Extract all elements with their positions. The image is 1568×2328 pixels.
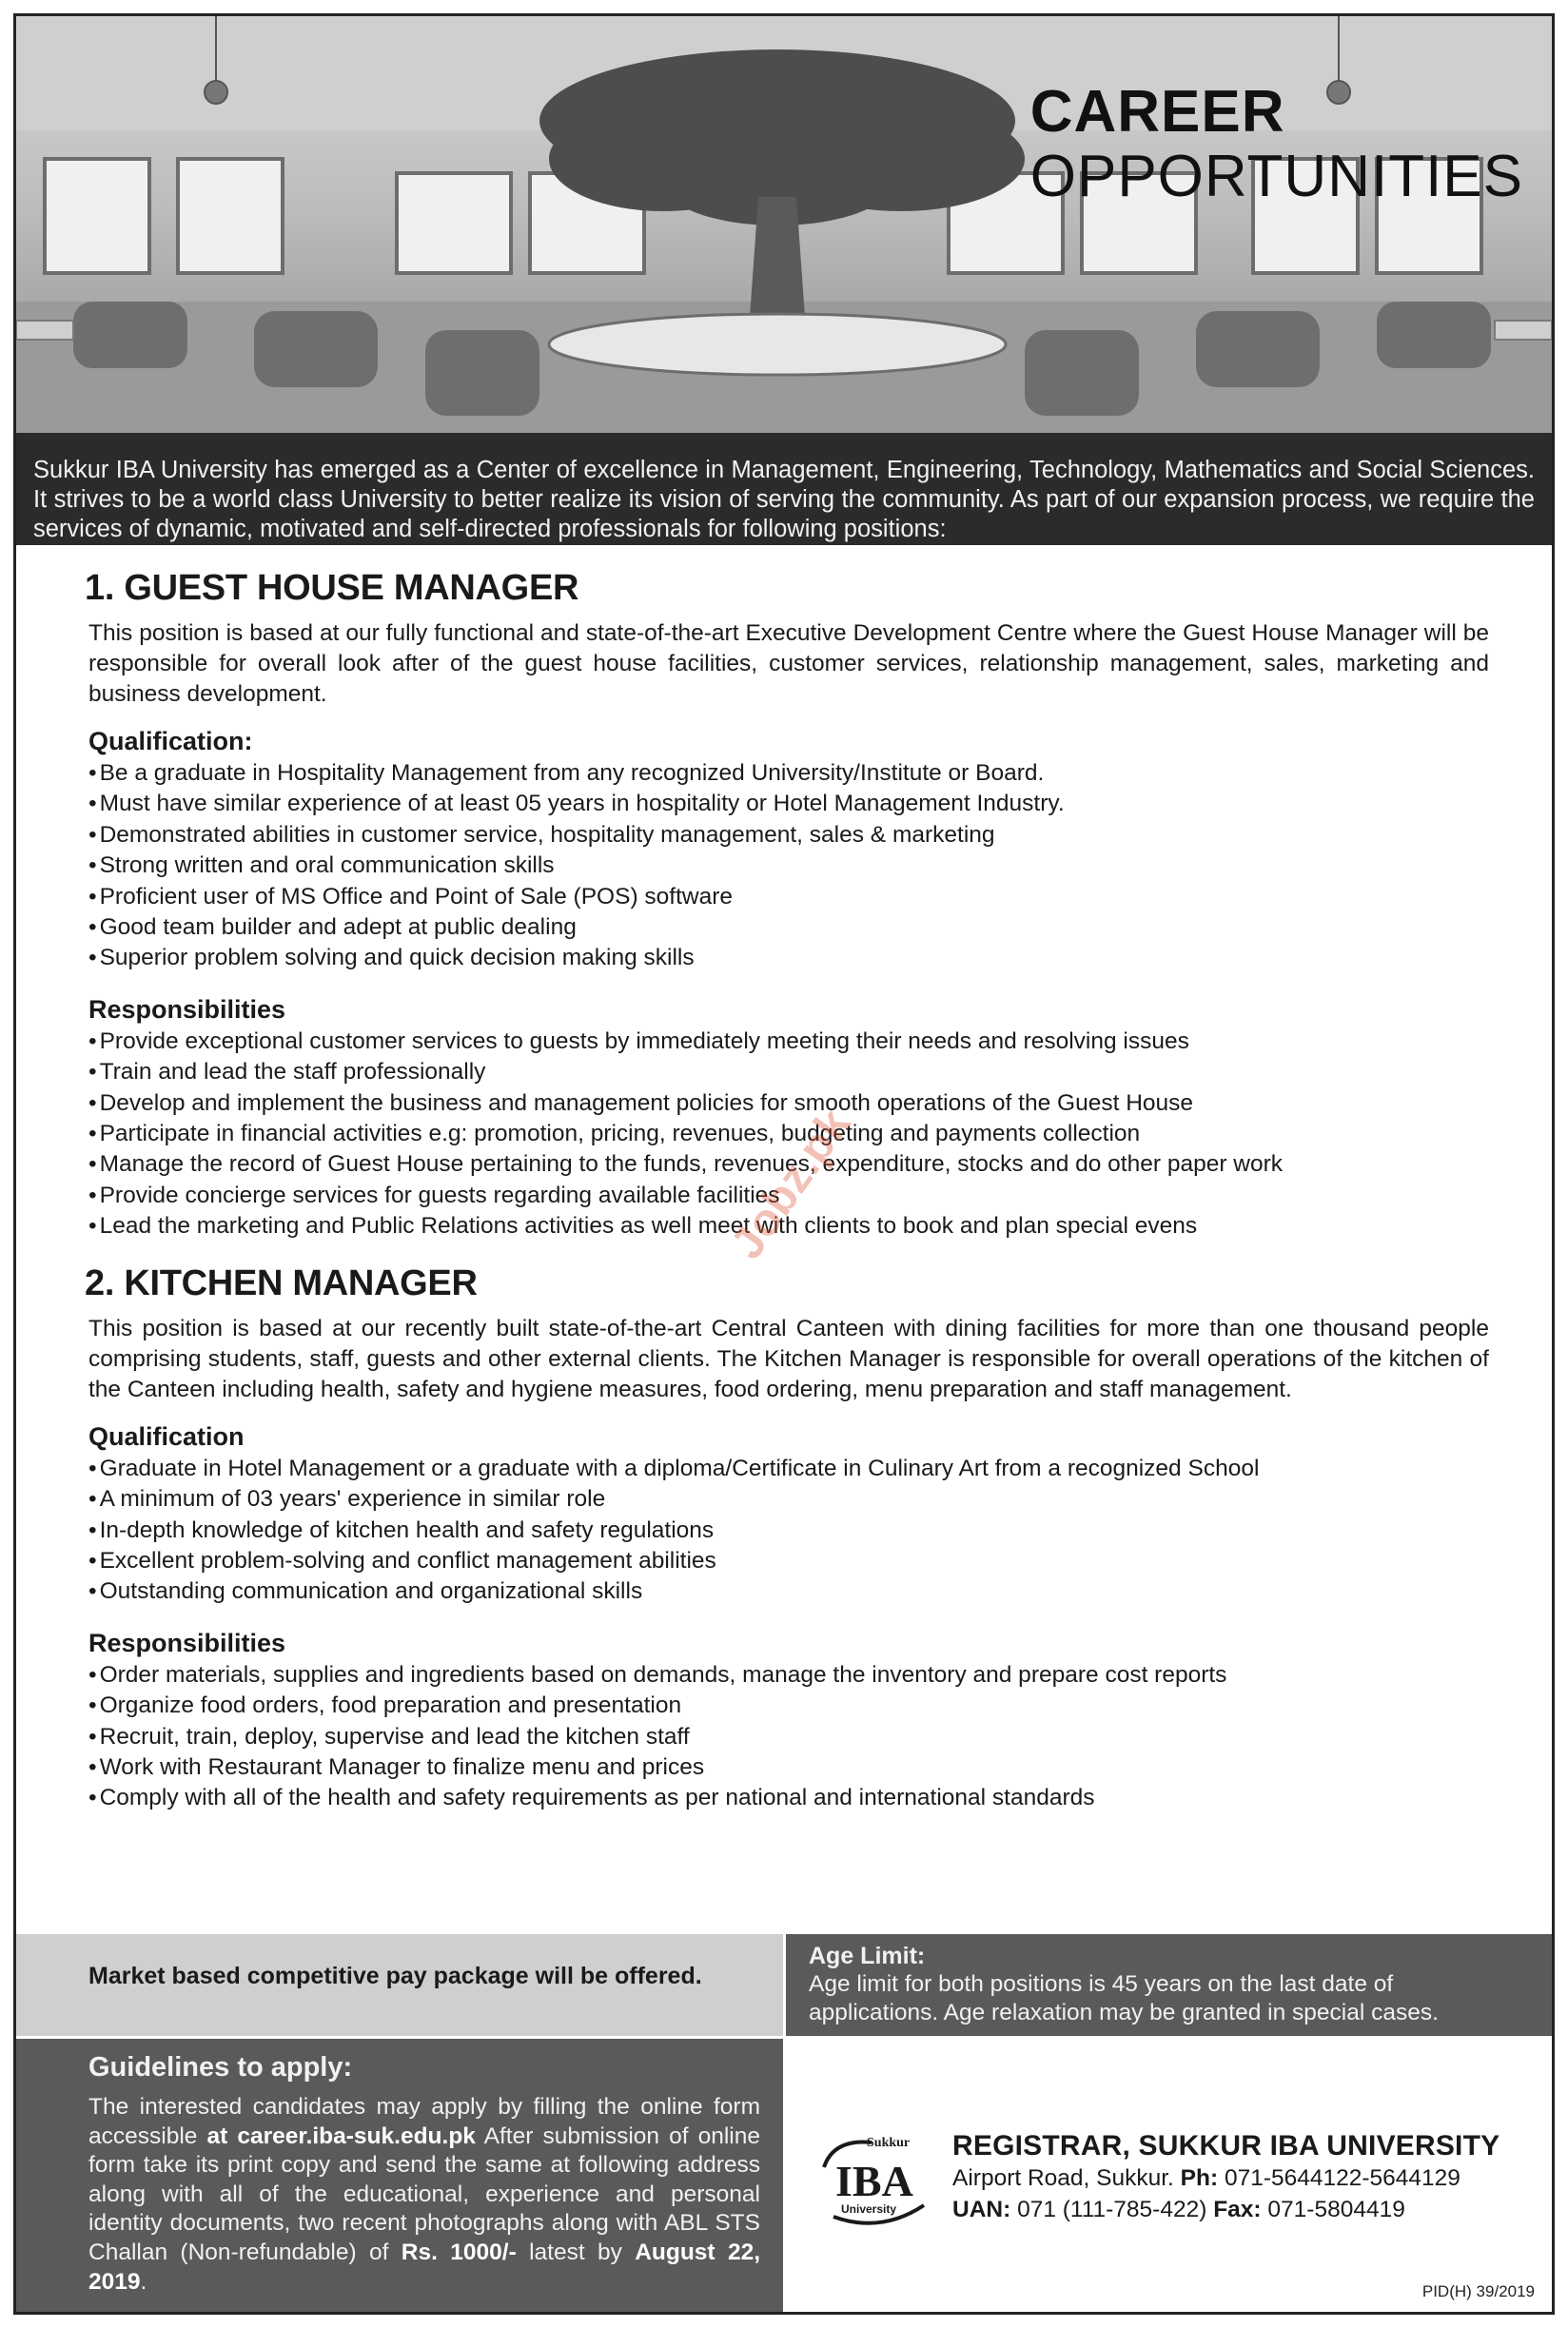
title-line-career: CAREER — [1029, 79, 1285, 145]
qualification-list — [88, 1454, 1489, 1608]
pid-number: PID(H) 39/2019 — [1421, 2282, 1535, 2300]
responsibilities-heading: Responsibilities — [88, 1628, 286, 1657]
deadline-date: August 22, 2019 — [88, 2239, 760, 2295]
guidelines-part2: After submission of online form take its print copy and send the same at following address along with all of the educational, experience and personal identity documents, two recent photographs along with ABL STS Challan (Non-refundable) of — [88, 2123, 761, 2265]
list-item: • Recruit, train, deploy, supervise and lead the kitchen staff — [88, 1722, 1489, 1752]
list-item: • Superior problem solving and quick decision making skills — [88, 943, 1489, 973]
list-item: • Graduate in Hotel Management or a graduate with a diploma/Certificate in Culinary Art from a recognized School — [88, 1454, 1489, 1484]
logo-text-main: IBA — [835, 2157, 913, 2205]
guidelines-box — [16, 2039, 783, 2315]
list-item: • Provide concierge services for guests regarding available facilities — [88, 1181, 1489, 1211]
guidelines-title: Guidelines to apply: — [88, 2052, 353, 2083]
uan-number: 071 (111-785-422) — [1017, 2197, 1207, 2222]
list-item: • Outstanding communication and organizational skills — [88, 1576, 1489, 1607]
fax-number: 071-5804419 — [1267, 2197, 1405, 2222]
list-item: • Demonstrated abilities in customer service, hospitality management, sales & marketing — [88, 820, 1489, 851]
watermark: Jobz.pk — [721, 1100, 861, 1268]
list-item: • Comply with all of the health and safety requirements as per national and international standards — [88, 1783, 1489, 1813]
responsibilities-list — [88, 1660, 1489, 1814]
age-limit-box — [786, 1934, 1552, 2036]
logo-text-bottom: University — [841, 2202, 897, 2216]
guidelines-part3: latest by — [516, 2239, 636, 2265]
list-item: • Proficient user of MS Office and Point of Sale (POS) software — [88, 882, 1489, 912]
qualification-heading: Qualification: — [88, 727, 253, 755]
list-item: • Strong written and oral communication skills — [88, 851, 1489, 881]
uan-fax-line — [952, 2194, 1499, 2225]
position-title: 1. GUEST HOUSE MANAGER — [85, 568, 579, 608]
position-description: This position is based at our fully functional and state-of-the-art Executive Development Centre where the Guest House Manager will be responsible for overall look after of the guest house facilities, customer services, relationship management, sales, marketing and business development. — [88, 620, 1489, 707]
phone-label: Ph: — [1180, 2165, 1219, 2191]
list-item: • Develop and implement the business and management policies for smooth operations of the Guest House — [88, 1088, 1489, 1119]
age-limit-title: Age Limit: — [809, 1943, 926, 1969]
list-item: • Organize food orders, food preparation and presentation — [88, 1691, 1489, 1721]
guidelines-part4: . — [140, 2268, 147, 2295]
hero-title — [1029, 79, 1523, 209]
list-item: • Participate in financial activities e.g: promotion, pricing, revenues, budgeting and payments collection — [88, 1119, 1489, 1149]
application-link[interactable]: at career.iba-suk.edu.pk — [206, 2123, 476, 2149]
job-advertisement — [13, 13, 1555, 2315]
address-line — [952, 2162, 1499, 2194]
position-description: This position is based at our recently built state-of-the-art Central Canteen with dining facilities for more than one thousand people comprising students, staff, guests and other external clients. The Kitchen Manager is responsible for overall operations of the kitchen of the Canteen including health, safety and hygiene measures, food ordering, menu preparation and staff management. — [88, 1315, 1489, 1402]
restaurant-photo — [16, 16, 1552, 433]
position-title: 2. KITCHEN MANAGER — [85, 1262, 478, 1303]
list-item: • Lead the marketing and Public Relations activities as well meet with clients to book and plan special evens — [88, 1211, 1489, 1242]
hero-banner — [16, 16, 1552, 433]
registrar-address — [952, 2130, 1499, 2225]
list-item: • Manage the record of Guest House pertaining to the funds, revenues, expenditure, stocks and do other paper work — [88, 1149, 1489, 1180]
application-fee: Rs. 1000/- — [401, 2239, 517, 2265]
fax-label: Fax: — [1213, 2197, 1262, 2222]
logo-text-top: Sukkur — [867, 2136, 911, 2150]
list-item: • Excellent problem-solving and conflict management abilities — [88, 1546, 1489, 1576]
qualification-heading: Qualification — [88, 1421, 245, 1451]
list-item: • Order materials, supplies and ingredients based on demands, manage the inventory and prepare cost reports — [88, 1660, 1489, 1691]
guidelines-part1: The interested candidates may apply by filling the online form accessible — [88, 2094, 760, 2149]
list-item: • Work with Restaurant Manager to finalize menu and prices — [88, 1752, 1489, 1783]
list-item: • In-depth knowledge of kitchen health and safety regulations — [88, 1516, 1489, 1546]
title-line-opportunities: OPPORTUNITIES — [1029, 144, 1523, 209]
iba-logo — [814, 2129, 933, 2234]
list-item: • Must have similar experience of at least 05 years in hospitality or Hotel Management Industry. — [88, 789, 1489, 819]
address: Airport Road, Sukkur. — [952, 2165, 1174, 2191]
list-item: • Train and lead the staff professionally — [88, 1057, 1489, 1087]
responsibilities-heading: Responsibilities — [88, 994, 286, 1024]
list-item: • Provide exceptional customer services to guests by immediately meeting their needs and resolving issues — [88, 1027, 1489, 1057]
registrar-name: REGISTRAR, SUKKUR IBA UNIVERSITY — [952, 2130, 1500, 2162]
age-limit-text: Age limit for both positions is 45 years on the last date of applications. Age relaxation may be granted in special cases. — [809, 1971, 1439, 2025]
list-item: • A minimum of 03 years' experience in similar role — [88, 1484, 1489, 1515]
position-kitchen-manager — [85, 1262, 1489, 1814]
phone-number: 071-5644122-5644129 — [1224, 2165, 1460, 2191]
guidelines-text — [88, 2093, 760, 2297]
uan-label: UAN: — [952, 2197, 1011, 2222]
contact-box — [786, 2039, 1552, 2315]
qualification-list — [88, 758, 1489, 974]
list-item: • Be a graduate in Hospitality Management from any recognized University/Institute or Board. — [88, 758, 1489, 789]
pay-package-note: Market based competitive pay package will be offered. — [16, 1934, 783, 2036]
intro-text: Sukkur IBA University has emerged as a Center of excellence in Management, Engineering, Technology, Mathematics and Social Sciences. It strives to be a world class University to better realize its vision of serving the community. As part of our expansion process, we require the services of dynamic, motivated and self-directed professionals for following positions: — [16, 433, 1552, 545]
list-item: • Good team builder and adept at public dealing — [88, 912, 1489, 943]
